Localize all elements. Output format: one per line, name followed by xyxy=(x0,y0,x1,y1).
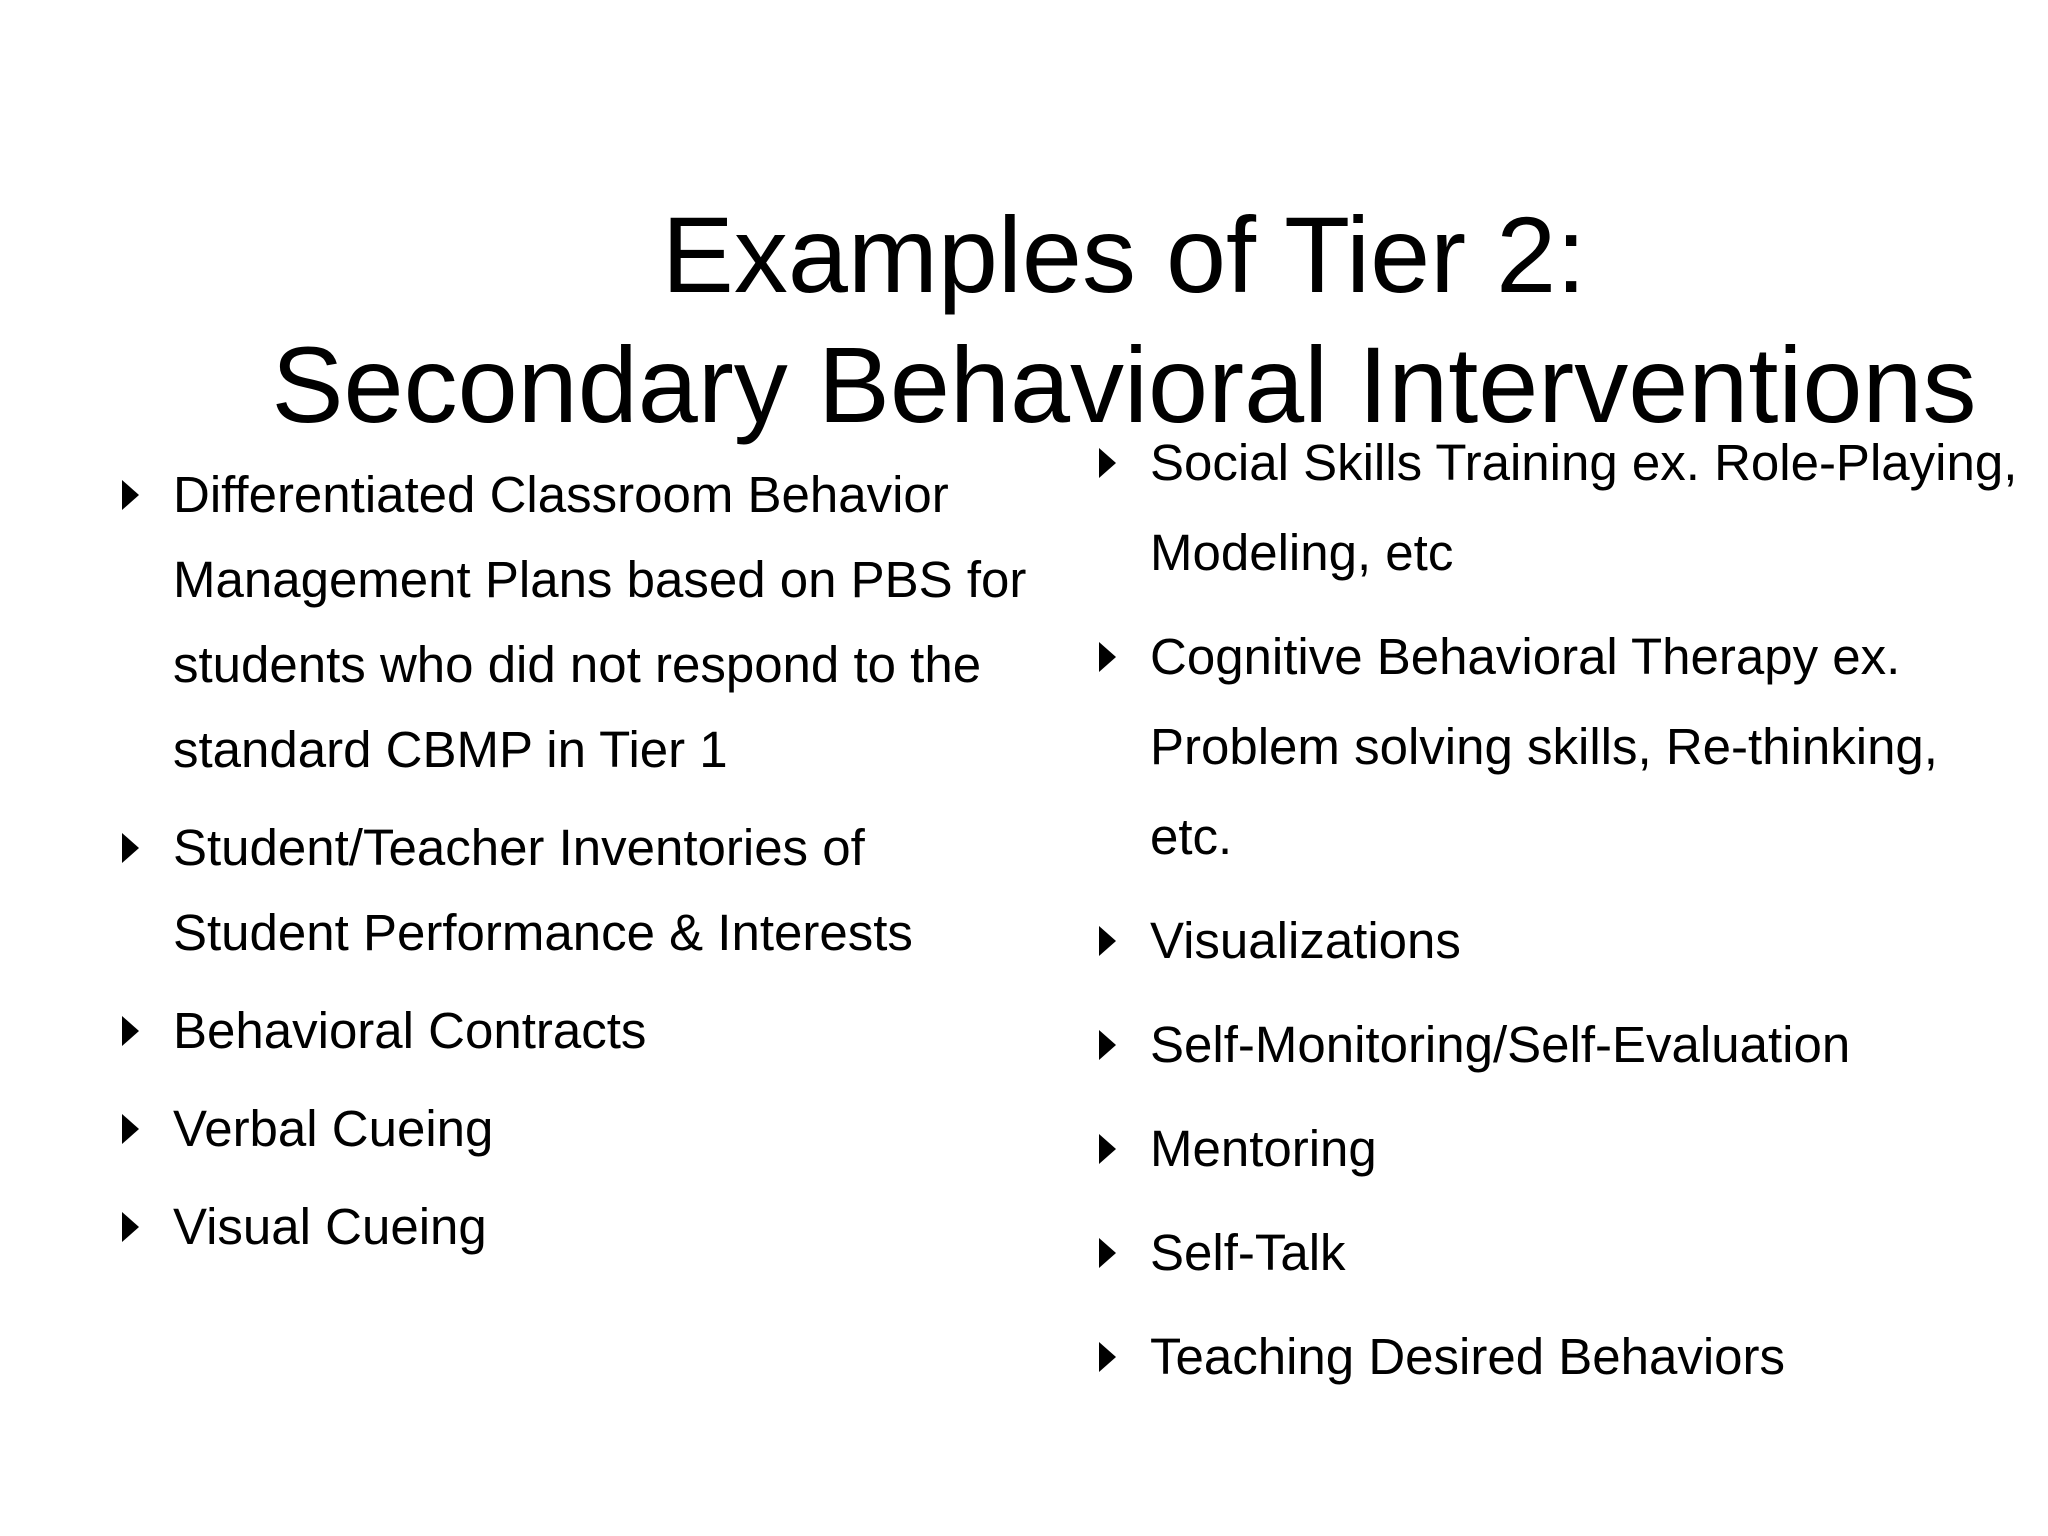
list-item-text: Cognitive Behavioral Therapy ex. Problem solving skills, Re-thinking, etc. xyxy=(1150,628,1938,865)
list-item-text: Differentiated Classroom Behavior Management Plans based on PBS for students who did not respond to the standard CBMP in Tier 1 xyxy=(173,466,1027,778)
triangle-right-icon xyxy=(1099,1134,1116,1164)
slide-title xyxy=(200,190,2048,450)
triangle-right-icon xyxy=(122,480,139,510)
title-line-2: Secondary Behavioral Interventions xyxy=(271,324,1977,446)
right-bullet-list xyxy=(1092,418,2022,1416)
list-item xyxy=(1092,1312,2022,1402)
list-item xyxy=(1092,896,2022,986)
triangle-right-icon xyxy=(1099,1030,1116,1060)
triangle-right-icon xyxy=(122,833,139,863)
list-item-text: Student/Teacher Inventories of Student Performance & Interests xyxy=(173,819,913,961)
list-item-text: Visual Cueing xyxy=(173,1198,487,1255)
list-item xyxy=(1092,612,2022,882)
triangle-right-icon xyxy=(1099,642,1116,672)
list-item-text: Self-Talk xyxy=(1150,1224,1346,1281)
triangle-right-icon xyxy=(1099,926,1116,956)
list-item xyxy=(115,805,1045,975)
list-item-text: Visualizations xyxy=(1150,912,1461,969)
triangle-right-icon xyxy=(1099,1342,1116,1372)
list-item-text: Teaching Desired Behaviors xyxy=(1150,1328,1786,1385)
triangle-right-icon xyxy=(122,1212,139,1242)
list-item-text: Social Skills Training ex. Role-Playing, Modeling, etc xyxy=(1150,434,2018,581)
list-item xyxy=(115,1086,1045,1171)
list-item xyxy=(1092,1208,2022,1298)
left-bullet-list xyxy=(115,452,1045,1282)
triangle-right-icon xyxy=(1099,1238,1116,1268)
list-item-text: Behavioral Contracts xyxy=(173,1002,647,1059)
list-item xyxy=(115,988,1045,1073)
list-item-text: Self-Monitoring/Self-Evaluation xyxy=(1150,1016,1851,1073)
list-item xyxy=(1092,418,2022,598)
list-item xyxy=(115,1184,1045,1269)
title-line-1: Examples of Tier 2: xyxy=(661,194,1587,316)
triangle-right-icon xyxy=(122,1114,139,1144)
list-item-text: Mentoring xyxy=(1150,1120,1377,1177)
list-item xyxy=(1092,1000,2022,1090)
list-item xyxy=(1092,1104,2022,1194)
list-item-text: Verbal Cueing xyxy=(173,1100,494,1157)
list-item xyxy=(115,452,1045,792)
triangle-right-icon xyxy=(1099,448,1116,478)
triangle-right-icon xyxy=(122,1016,139,1046)
